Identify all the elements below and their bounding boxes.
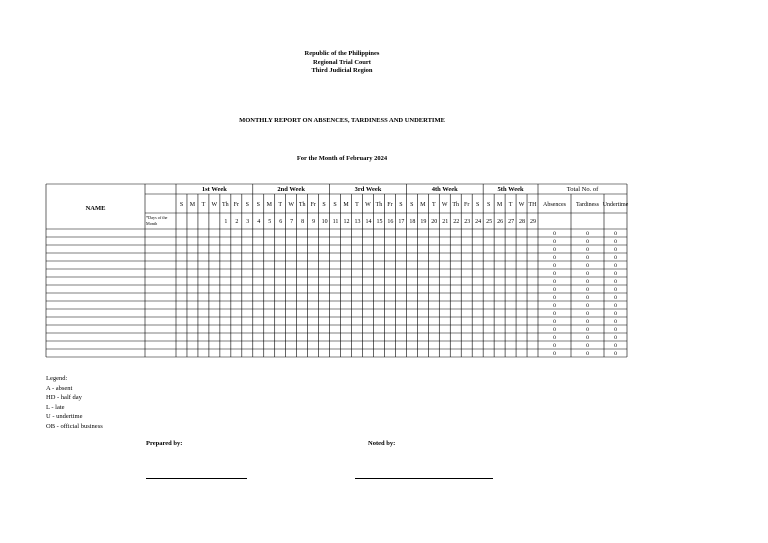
- day-letter: TH: [528, 202, 537, 208]
- day-letter: Th: [222, 202, 229, 208]
- total-value: 0: [553, 231, 556, 238]
- total-value: 0: [586, 319, 589, 326]
- date-number: 13: [354, 219, 361, 225]
- date-number: 4: [257, 219, 261, 225]
- date-number: 3: [246, 219, 250, 225]
- date-number: 10: [321, 219, 328, 225]
- total-value: 0: [614, 319, 617, 326]
- total-value: 0: [553, 287, 556, 294]
- total-value: 0: [586, 303, 589, 310]
- legend-item-official-business: OB - official business: [46, 422, 103, 430]
- week-label: 1st Week: [201, 186, 227, 193]
- total-value: 0: [614, 351, 617, 358]
- day-letter: Fr: [233, 202, 240, 208]
- week-label: 4th Week: [431, 186, 458, 193]
- day-letter: T: [431, 202, 436, 208]
- legend-item-absent: A - absent: [46, 384, 73, 392]
- total-value: 0: [553, 239, 556, 246]
- total-value: 0: [614, 343, 617, 350]
- total-value: 0: [553, 255, 556, 262]
- day-letter: S: [245, 202, 249, 208]
- total-column-absences: Absences: [543, 202, 566, 208]
- date-number: 1: [224, 219, 228, 225]
- total-value: 0: [586, 351, 589, 358]
- date-number: 29: [530, 219, 537, 225]
- date-number: 12: [343, 219, 350, 225]
- total-value: 0: [553, 327, 556, 334]
- day-letter: W: [518, 202, 525, 208]
- total-value: 0: [553, 271, 556, 278]
- date-number: 22: [453, 219, 460, 225]
- day-letter: Th: [452, 202, 460, 208]
- date-number: 7: [290, 219, 294, 225]
- week-label: 2nd Week: [277, 186, 305, 193]
- day-letter: M: [420, 202, 426, 208]
- total-value: 0: [586, 271, 589, 278]
- total-value: 0: [553, 343, 556, 350]
- total-value: 0: [553, 335, 556, 342]
- header-line-3: Third Judicial Region: [311, 67, 373, 74]
- day-letter: S: [399, 202, 403, 208]
- total-value: 0: [586, 231, 589, 238]
- date-number: 25: [486, 219, 493, 225]
- day-letter: Fr: [464, 202, 470, 208]
- week-label: 5th Week: [497, 186, 524, 193]
- date-number: 20: [431, 219, 438, 225]
- day-letter: S: [256, 202, 260, 208]
- report-title: MONTHLY REPORT ON ABSENCES, TARDINESS AND UNDERTIME: [239, 117, 445, 124]
- total-column-undertime: Undertime: [602, 202, 629, 208]
- total-value: 0: [614, 287, 617, 294]
- date-number: 11: [332, 219, 339, 225]
- date-number: 24: [475, 219, 482, 225]
- date-number: 17: [398, 219, 405, 225]
- date-number: 19: [420, 219, 427, 225]
- total-value: 0: [614, 263, 617, 270]
- total-value: 0: [553, 279, 556, 286]
- total-value: 0: [614, 311, 617, 318]
- total-value: 0: [586, 335, 589, 342]
- days-of-month-label: Month: [146, 221, 158, 226]
- date-number: 8: [301, 219, 305, 225]
- date-number: 6: [279, 219, 283, 225]
- legend-item-late: L - late: [46, 403, 65, 411]
- date-number: 15: [376, 219, 383, 225]
- prepared-by-signature-line: [146, 478, 247, 479]
- header-line-2: Regional Trial Court: [313, 58, 371, 66]
- day-letter: Fr: [387, 202, 393, 208]
- total-value: 0: [553, 263, 556, 270]
- report-period: For the Month of February 2024: [296, 155, 388, 162]
- date-number: 18: [409, 219, 416, 225]
- total-value: 0: [553, 295, 556, 302]
- date-number: 28: [519, 219, 526, 225]
- total-value: 0: [614, 335, 617, 342]
- day-letter: T: [278, 202, 283, 208]
- total-value: 0: [586, 287, 589, 294]
- date-number: 26: [497, 219, 504, 225]
- date-number: 16: [387, 219, 394, 225]
- date-number: 9: [312, 219, 316, 225]
- day-letter: M: [189, 202, 196, 208]
- noted-by-signature-line: [355, 478, 493, 479]
- total-value: 0: [553, 303, 556, 310]
- day-letter: M: [496, 202, 503, 208]
- day-letter: S: [333, 202, 337, 208]
- total-value: 0: [586, 343, 589, 350]
- day-letter: W: [365, 202, 371, 208]
- noted-by-label: Noted by:: [368, 440, 396, 447]
- total-header: Total No. of: [566, 186, 599, 193]
- day-letter: S: [410, 202, 414, 208]
- day-letter: M: [266, 202, 272, 208]
- day-letter: Th: [298, 202, 306, 208]
- legend-title: Legend:: [46, 375, 68, 382]
- legend-item-undertime: U - undertime: [46, 413, 83, 421]
- total-value: 0: [614, 255, 617, 262]
- total-value: 0: [586, 255, 589, 262]
- day-letter: S: [322, 202, 326, 208]
- name-header: NAME: [85, 205, 106, 212]
- total-value: 0: [614, 279, 617, 286]
- total-value: 0: [614, 295, 617, 302]
- day-letter: T: [355, 202, 359, 208]
- total-value: 0: [614, 327, 617, 334]
- legend: [46, 374, 103, 432]
- prepared-by-label: Prepared by:: [146, 440, 183, 447]
- date-number: 27: [508, 219, 515, 225]
- header-line-1: Republic of the Philippines: [304, 50, 380, 57]
- total-value: 0: [614, 247, 617, 254]
- total-value: 0: [614, 239, 617, 246]
- day-letter: T: [508, 202, 513, 208]
- date-number: 23: [464, 219, 471, 225]
- total-value: 0: [614, 303, 617, 310]
- total-value: 0: [586, 295, 589, 302]
- total-value: 0: [614, 231, 617, 238]
- total-value: 0: [586, 311, 589, 318]
- day-letter: W: [211, 202, 218, 208]
- total-column-tardiness: Tardiness: [576, 202, 599, 208]
- date-number: 2: [235, 219, 239, 225]
- day-letter: S: [475, 202, 480, 208]
- date-number: 21: [442, 219, 449, 225]
- day-letter: Th: [375, 202, 383, 208]
- day-letter: M: [343, 202, 349, 208]
- total-value: 0: [586, 239, 589, 246]
- day-letter: S: [179, 202, 184, 208]
- total-value: 0: [553, 247, 556, 254]
- date-number: 14: [365, 219, 372, 225]
- legend-item-half-day: HD - half day: [46, 394, 82, 402]
- week-label: 3rd Week: [354, 186, 382, 193]
- total-value: 0: [553, 351, 556, 358]
- day-letter: T: [201, 202, 206, 208]
- day-letter: W: [441, 202, 448, 208]
- date-number: 5: [268, 219, 272, 225]
- total-value: 0: [586, 327, 589, 334]
- day-letter: S: [486, 202, 491, 208]
- day-letter: W: [288, 202, 295, 208]
- total-value: 0: [553, 311, 556, 318]
- total-value: 0: [586, 263, 589, 270]
- day-letter: Fr: [310, 202, 316, 208]
- total-value: 0: [586, 279, 589, 286]
- total-value: 0: [553, 319, 556, 326]
- total-value: 0: [614, 271, 617, 278]
- total-value: 0: [586, 247, 589, 254]
- days-of-month-label: *Days of the: [146, 215, 168, 220]
